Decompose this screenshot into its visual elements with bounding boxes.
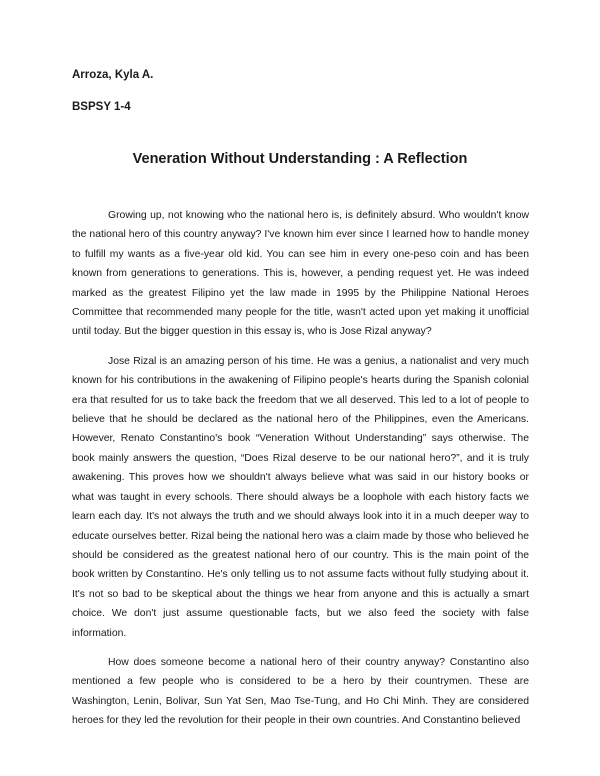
paragraph: How does someone become a national hero of their country anyway? Constantino also mentioned a few people who is considered to be a hero by their countrymen. These are Washington, Lenin, Bolivar, Sun Yat Sen, Mao Tse-Tung, and Ho Chi Minh. They are considered heroes for they led the revolution for their people in their own countries. And Constantino believed bbox=[72, 656, 529, 727]
essay-title: Veneration Without Understanding : A Reflection bbox=[132, 151, 468, 167]
author-name: Arroza, Kyla A. bbox=[72, 69, 154, 81]
paragraph: Jose Rizal is an amazing person of his time. He was a genius, a nationalist and very much known for his contributions in the awakening of Filipino people's hearts during the Spanish colonial era that resulted for us to take back the freedom that we all deserved. This led to a lot of people to believe that he should be declared as the national hero of the Philippines, even the Americans. However, Renato Constantino's book “Veneration Without Understanding” says otherwise. The book mainly answers the question, “Does Rizal deserve to be our national hero?”, and it is truly awakening. This proves how we shouldn't always believe what was said in our history books or what was taught in every schools. There should always be a loophole with each history facts we learn each day. It's not always the truth and we should always look into it in a much deeper way to educate ourselves better. Rizal being the national hero was a claim made by those who believed he should be considered as the greatest national hero of our country. This is the main point of the book written by Constantino. He's only telling us to not assume facts without fully studying about it. It's not so bad to be skeptical about the things we hear from anyone and this is actually a smart choice. We don't just assume questionable facts, but we also feed the society with false information. bbox=[72, 355, 529, 639]
paragraph: Growing up, not knowing who the national hero is, is definitely absurd. Who wouldn't know the national hero of this country anyway? I've known him ever since I learned how to handle money to fulfill my wants as a five-year old kid. You can see him in every one-peso coin and has been known from generations to generations. This is, however, a pending request yet. He was indeed marked as the greatest Filipino yet the law made in 1995 by the Philippine National Heroes Committee that recommended many people for the title, wasn't acted upon yet making it unofficial until today. But the bigger question in this essay is, who is Jose Rizal anyway? bbox=[72, 210, 529, 338]
essay-body bbox=[72, 206, 529, 741]
class-section: BSPSY 1-4 bbox=[72, 101, 131, 113]
